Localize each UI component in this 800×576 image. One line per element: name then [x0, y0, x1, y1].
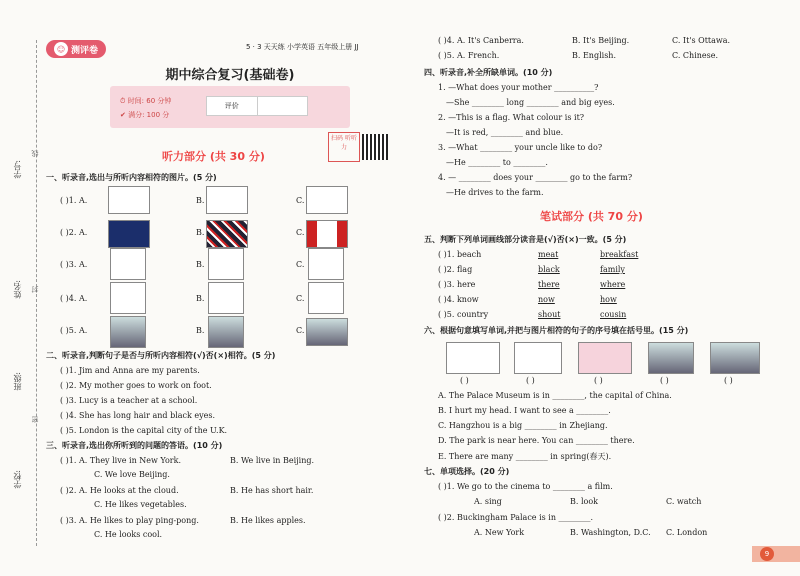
- time-info: ⏱ 时间: 60 分钟: [120, 97, 172, 105]
- canada-flag-icon: [306, 220, 348, 248]
- score-text: 满分: 100 分: [128, 111, 170, 119]
- rabbit-picture: [110, 282, 146, 314]
- section2-heading: 二、听录音,判断句子是否与所听内容相符(√)否(×)相符。(5 分): [46, 351, 276, 360]
- s1-q2-b: B.: [196, 228, 205, 237]
- binding-line: [36, 40, 37, 546]
- s6-line-d: D. The park is near here. You can ________ there.: [438, 436, 635, 445]
- s5-row5-c: cousin: [600, 310, 627, 319]
- s3-q1-b: B. We live in Beijing.: [230, 456, 315, 465]
- s2-item-4: ( )4. She has long hair and black eyes.: [60, 411, 216, 420]
- s4-line-3: 2. —This is a flag. What colour is it?: [438, 113, 585, 122]
- s1-q5-c: C.: [296, 326, 305, 335]
- s4-line-6: —He ________ to ________.: [446, 158, 548, 167]
- listening-title: 听力部分 (共 30 分): [162, 150, 265, 163]
- s1-q3-c: C.: [296, 260, 305, 269]
- section5-heading: 五、判断下列单词画线部分读音是(√)否(×)一致。(5 分): [424, 235, 627, 244]
- s4-line-5: 3. —What ________ your uncle like to do?: [438, 143, 603, 152]
- s3-q5-b: B. English.: [572, 51, 616, 60]
- s3-q5-c: C. Chinese.: [672, 51, 719, 60]
- s5-row2-b: black: [538, 265, 560, 274]
- s1-q5: ( )5. A.: [60, 326, 88, 335]
- s3-q3-a: ( )3. A. He likes to play ping-pong.: [60, 516, 199, 525]
- s5-row5-a: ( )5. country: [438, 310, 489, 319]
- s7-q1-a: A. sing: [474, 497, 502, 506]
- s3-q4-a: ( )4. A. It's Canberra.: [438, 36, 524, 45]
- s4-line-2: —She ________ long ________ and big eyes.: [446, 98, 615, 107]
- australia-flag-icon: [108, 220, 150, 248]
- badge-label: 测评卷: [70, 45, 98, 56]
- section6-heading: 六、根据句意填写单词,并把与图片相符的句子的序号填在括号里。(15 分): [424, 326, 689, 335]
- s5-row2-a: ( )2. flag: [438, 265, 473, 274]
- s5-row3-b: there: [538, 280, 560, 289]
- s6-line-a: A. The Palace Museum is in ________, the capital of China.: [438, 391, 672, 400]
- s3-q1-a: ( )1. A. They live in New York.: [60, 456, 182, 465]
- s6-paren-4: ( ): [660, 376, 669, 385]
- s5-row4-b: now: [538, 295, 555, 304]
- clinic-picture: [306, 186, 348, 214]
- sydney-opera-house-picture: [306, 318, 348, 346]
- flowers-picture: [578, 342, 632, 374]
- exam-info-box: [110, 86, 350, 128]
- palace-museum-picture: [710, 342, 760, 374]
- side-tick-closed: 密: [31, 416, 39, 423]
- park-picture: [514, 342, 562, 374]
- evaluation-box: [206, 96, 308, 116]
- page-number: 9: [760, 547, 774, 561]
- city-picture: [648, 342, 694, 374]
- s1-q4-c: C.: [296, 294, 305, 303]
- s1-q1-c: C.: [296, 196, 305, 205]
- evaluation-label: 评价: [207, 97, 258, 115]
- score-info: ✔ 满分: 100 分: [120, 111, 170, 119]
- s2-item-3: ( )3. Lucy is a teacher at a school.: [60, 396, 198, 405]
- section1-heading: 一、听录音,选出与所听内容相符的图片。(5 分): [46, 173, 217, 182]
- s6-paren-2: ( ): [526, 376, 535, 385]
- s7-q1-b: B. look: [570, 497, 599, 506]
- s6-paren-3: ( ): [594, 376, 603, 385]
- side-class: 班级:: [13, 372, 22, 391]
- s6-paren-5: ( ): [724, 376, 733, 385]
- s1-q3-b: B.: [196, 260, 205, 269]
- boy-face-picture: [110, 248, 146, 280]
- s5-row1-c: breakfast: [600, 250, 639, 259]
- s5-row3-c: where: [600, 280, 626, 289]
- s7-q2-b: B. Washington, D.C.: [570, 528, 651, 537]
- written-title: 笔试部分 (共 70 分): [540, 210, 643, 223]
- side-student-id: 学号:: [13, 160, 22, 179]
- section7-heading: 七、单项选择。(20 分): [424, 467, 510, 476]
- s3-q4-c: C. It's Ottawa.: [672, 36, 731, 45]
- side-tick-line: 线: [31, 150, 39, 157]
- s3-q2-b: B. He has short hair.: [230, 486, 314, 495]
- s3-q2-a: ( )2. A. He looks at the cloud.: [60, 486, 179, 495]
- big-ben-picture: [110, 316, 146, 348]
- s4-line-7: 4. — ________ does your ________ go to the farm?: [438, 173, 633, 182]
- side-student-name: 姓名:: [13, 280, 22, 299]
- s3-q3-c: C. He looks cool.: [94, 530, 163, 539]
- s2-item-1: ( )1. Jim and Anna are my parents.: [60, 366, 200, 375]
- hospital-picture: [108, 186, 150, 214]
- evaluation-blank: [258, 97, 308, 115]
- s7-q2-c: C. London: [666, 528, 708, 537]
- s7-q1: ( )1. We go to the cinema to ________ a film.: [438, 482, 613, 491]
- s3-q1-c: C. We love Beijing.: [94, 470, 170, 479]
- s4-line-1: 1. —What does your mother __________?: [438, 83, 599, 92]
- kangaroo-picture: [308, 282, 344, 314]
- series-header: 5 · 3 天天练 小学英语 五年级上册 JJ: [246, 43, 359, 51]
- qr-code-icon: [362, 134, 388, 160]
- boy-injured-picture: [446, 342, 500, 374]
- s1-q4: ( )4. A.: [60, 294, 88, 303]
- uk-flag-icon: [206, 220, 248, 248]
- s5-row4-a: ( )4. know: [438, 295, 479, 304]
- s3-q2-c: C. He likes vegetables.: [94, 500, 187, 509]
- s2-item-2: ( )2. My mother goes to work on foot.: [60, 381, 212, 390]
- section4-heading: 四、听录音,补全所缺单词。(10 分): [424, 68, 553, 77]
- s1-q1-b: B.: [196, 196, 205, 205]
- s1-q2-c: C.: [296, 228, 305, 237]
- koala-picture: [208, 282, 244, 314]
- s3-q5-a: ( )5. A. French.: [438, 51, 500, 60]
- page-title: 期中综合复习(基础卷): [165, 68, 295, 83]
- s1-q2: ( )2. A.: [60, 228, 88, 237]
- s6-line-b: B. I hurt my head. I want to see a ________.: [438, 406, 611, 415]
- cn-tower-picture: [208, 316, 244, 348]
- s3-q4-b: B. It's Beijing.: [572, 36, 630, 45]
- s6-line-e: E. There are many ________ in spring(春天).: [438, 452, 612, 461]
- s7-q2-a: A. New York: [474, 528, 525, 537]
- s7-q1-c: C. watch: [666, 497, 702, 506]
- s5-row2-c: family: [600, 265, 625, 274]
- s1-q5-b: B.: [196, 326, 205, 335]
- section3-heading: 三、听录音,选出你所听到的问题的答语。(10 分): [46, 441, 223, 450]
- smile-icon: ☺: [54, 42, 68, 56]
- scan-stamp: 扫码 听听力: [328, 132, 360, 162]
- s5-row4-c: how: [600, 295, 617, 304]
- s2-item-5: ( )5. London is the capital city of the U.K.: [60, 426, 228, 435]
- s6-line-c: C. Hangzhou is a big ________ in Zhejiang.: [438, 421, 608, 430]
- test-badge: [46, 40, 106, 58]
- s1-q3: ( )3. A.: [60, 260, 88, 269]
- s4-line-8: —He drives to the farm.: [446, 188, 544, 197]
- s3-q3-b: B. He likes apples.: [230, 516, 306, 525]
- s4-line-4: —It is red, ________ and blue.: [446, 128, 564, 137]
- side-school: 学校:: [13, 470, 22, 489]
- s5-row3-a: ( )3. here: [438, 280, 476, 289]
- zoo-picture: [206, 186, 248, 214]
- s6-paren-1: ( ): [460, 376, 469, 385]
- girl-face-picture: [208, 248, 244, 280]
- long-hair-girl-picture: [308, 248, 344, 280]
- side-tick-seal: 封: [31, 286, 39, 293]
- s1-q1: ( )1. A.: [60, 196, 88, 205]
- s7-q2: ( )2. Buckingham Palace is in ________.: [438, 513, 594, 522]
- time-text: 时间: 60 分钟: [127, 97, 172, 105]
- s5-row5-b: shout: [538, 310, 561, 319]
- s1-q4-b: B.: [196, 294, 205, 303]
- s5-row1-a: ( )1. beach: [438, 250, 482, 259]
- s5-row1-b: meat: [538, 250, 559, 259]
- page-number-tab: [752, 546, 800, 562]
